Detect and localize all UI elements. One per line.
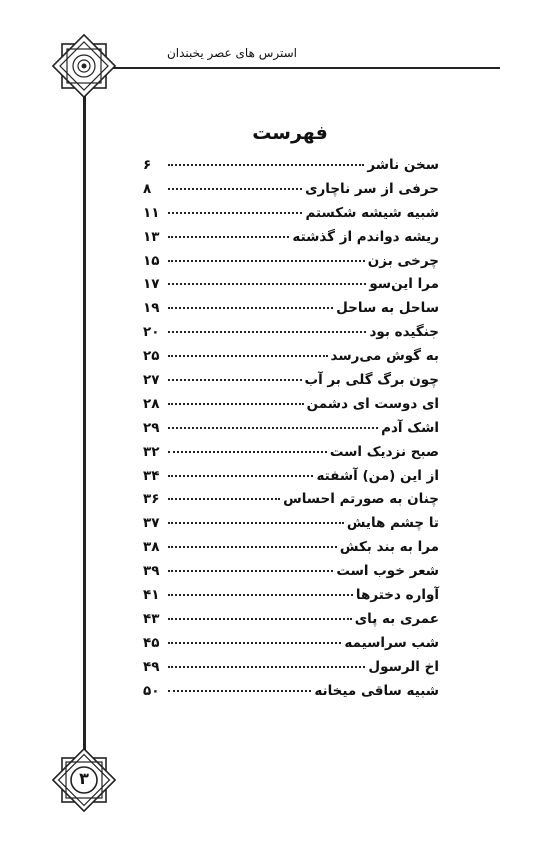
toc-entry-title: به گوش می‌رسد bbox=[330, 348, 439, 365]
toc-entry-title: اخ الرسول bbox=[368, 658, 439, 675]
toc-entry bbox=[143, 468, 439, 492]
toc-entry-title: چرخی بزن bbox=[367, 252, 439, 269]
toc-entry-title: مرا به بند بکش bbox=[339, 539, 439, 556]
toc-entry-title: ساحل به ساحل bbox=[336, 300, 439, 317]
toc-entry bbox=[143, 372, 439, 396]
toc-entry-title: سخن ناشر bbox=[367, 157, 439, 173]
toc-entry-title: اشک آدم bbox=[381, 419, 439, 436]
toc-entry-page: ۱۵ bbox=[143, 252, 160, 269]
dot-leader bbox=[168, 498, 280, 500]
toc-entry-page: ۴۹ bbox=[143, 658, 160, 675]
toc-entry-page: ۴۵ bbox=[143, 634, 160, 651]
toc-entry-title: ای دوست ای دشمن bbox=[306, 395, 439, 412]
toc-entry-title: شعر خوب است bbox=[336, 563, 439, 580]
toc-entry-title: حرفی از سر ناچاری bbox=[305, 180, 439, 197]
dot-leader bbox=[168, 379, 302, 381]
table-of-contents bbox=[143, 157, 439, 706]
dot-leader bbox=[168, 283, 366, 285]
dot-leader bbox=[168, 522, 344, 524]
toc-entry-page: ۱۱ bbox=[143, 204, 160, 221]
toc-entry-page: ۱۳ bbox=[143, 228, 160, 245]
toc-entry-page: ۸ bbox=[143, 180, 152, 197]
toc-entry-title: از این (من) آشفته bbox=[316, 467, 439, 484]
toc-entry-title: آواره دخترها bbox=[355, 587, 439, 604]
toc-entry-title: شبیه ساقی میخانه bbox=[314, 682, 439, 699]
toc-entry bbox=[143, 276, 439, 300]
toc-entry-page: ۶ bbox=[143, 157, 152, 173]
toc-entry bbox=[143, 515, 439, 539]
toc-entry-title: چون برگ گلی بر آب bbox=[304, 372, 439, 389]
toc-entry-title: مرا این‌سو bbox=[369, 276, 439, 293]
toc-entry bbox=[143, 157, 439, 181]
toc-entry bbox=[143, 181, 439, 205]
dot-leader bbox=[168, 618, 352, 620]
toc-entry bbox=[143, 396, 439, 420]
toc-entry bbox=[143, 420, 439, 444]
page-number: ۳ bbox=[79, 769, 89, 788]
toc-entry-page: ۳۶ bbox=[143, 491, 160, 508]
toc-entry-title: شبیه شیشه شکستم bbox=[305, 204, 439, 221]
toc-title: فهرست bbox=[252, 122, 328, 144]
dot-leader bbox=[168, 164, 364, 166]
toc-entry-title: جنگیده بود bbox=[369, 324, 439, 341]
dot-leader bbox=[168, 642, 341, 644]
dot-leader bbox=[168, 546, 337, 548]
rosette-ornament-top bbox=[48, 30, 120, 102]
margin-rule-vertical bbox=[83, 88, 86, 758]
toc-entry-title: تا چشم هایش bbox=[346, 515, 439, 532]
dot-leader bbox=[168, 427, 378, 429]
toc-entry bbox=[143, 253, 439, 277]
toc-entry-title: شب سراسیمه bbox=[344, 634, 439, 651]
toc-entry-page: ۳۸ bbox=[143, 539, 160, 556]
toc-entry-page: ۴۱ bbox=[143, 587, 160, 604]
dot-leader bbox=[168, 475, 313, 477]
toc-entry bbox=[143, 300, 439, 324]
toc-entry bbox=[143, 229, 439, 253]
toc-entry-page: ۵۰ bbox=[143, 682, 160, 699]
toc-entry bbox=[143, 635, 439, 659]
toc-entry bbox=[143, 205, 439, 229]
dot-leader bbox=[168, 212, 302, 214]
toc-entry-title: صبح نزدیک است bbox=[329, 443, 439, 460]
dot-leader bbox=[168, 594, 353, 596]
header-rule bbox=[110, 67, 500, 69]
dot-leader bbox=[168, 403, 304, 405]
toc-entry bbox=[143, 539, 439, 563]
toc-entry-page: ۲۰ bbox=[143, 324, 160, 341]
toc-entry-page: ۲۹ bbox=[143, 419, 160, 436]
toc-entry bbox=[143, 444, 439, 468]
toc-entry-page: ۳۲ bbox=[143, 443, 160, 460]
toc-entry-page: ۳۷ bbox=[143, 515, 160, 532]
toc-entry bbox=[143, 563, 439, 587]
toc-entry bbox=[143, 324, 439, 348]
toc-entry-title: عمری به پای bbox=[354, 610, 439, 627]
dot-leader bbox=[168, 260, 365, 262]
toc-entry-page: ۱۹ bbox=[143, 300, 160, 317]
dot-leader bbox=[168, 236, 289, 238]
toc-entry bbox=[143, 491, 439, 515]
toc-entry-page: ۱۷ bbox=[143, 276, 160, 293]
dot-leader bbox=[168, 355, 328, 357]
toc-entry-page: ۲۷ bbox=[143, 372, 160, 389]
toc-entry-page: ۳۴ bbox=[143, 467, 160, 484]
dot-leader bbox=[168, 666, 365, 668]
toc-entry-page: ۳۹ bbox=[143, 563, 160, 580]
dot-leader bbox=[168, 188, 302, 190]
toc-entry-title: ریشه دواندم از گذشته bbox=[292, 228, 439, 245]
toc-entry bbox=[143, 683, 439, 707]
dot-leader bbox=[168, 570, 333, 572]
dot-leader bbox=[168, 690, 311, 692]
toc-entry bbox=[143, 587, 439, 611]
toc-entry bbox=[143, 611, 439, 635]
toc-entry-page: ۲۸ bbox=[143, 395, 160, 412]
toc-entry-title: چنان به صورتم احساس bbox=[283, 491, 439, 508]
toc-entry-page: ۴۳ bbox=[143, 610, 160, 627]
toc-entry-page: ۲۵ bbox=[143, 348, 160, 365]
toc-entry bbox=[143, 348, 439, 372]
toc-entry bbox=[143, 659, 439, 683]
dot-leader bbox=[168, 307, 333, 309]
dot-leader bbox=[168, 331, 366, 333]
dot-leader bbox=[168, 451, 327, 453]
running-head: استرس های عصر یخبندان bbox=[166, 46, 297, 60]
